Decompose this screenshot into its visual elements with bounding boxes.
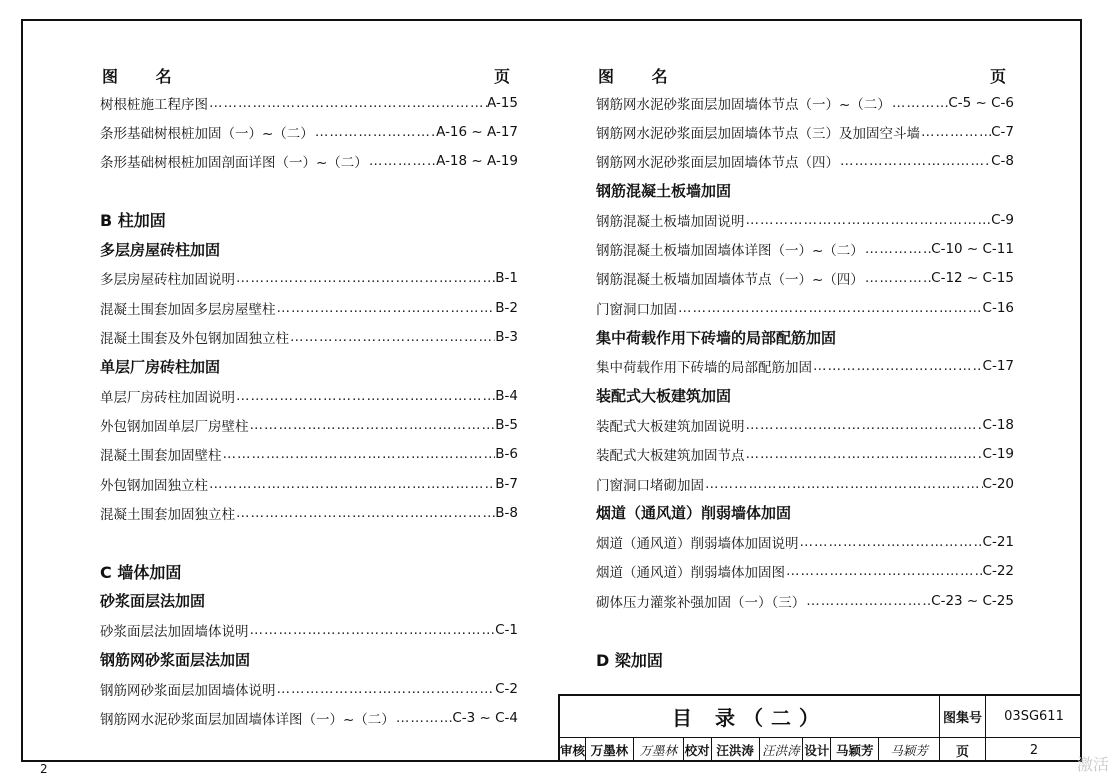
toc-left-column [100,56,518,733]
leader-dots [235,388,495,404]
toc-entry [596,410,1014,439]
toc-entry-page: C-3 ~ C-4 [452,709,518,726]
handwritten-signature: 万墨林 [634,738,684,762]
toc-spacer [596,615,1014,644]
toc-chapter-heading: C 墙体加固 [100,562,182,582]
signature-field: 设计 [803,738,831,762]
toc-entry [100,615,518,644]
leader-dots [785,563,983,579]
toc-entry-title: 树根桩施工程序图 [100,96,208,113]
toc-entry [596,293,1014,322]
toc-entry-title: 钢筋网砂浆面层加固墙体说明 [100,682,276,699]
toc-entry-title: 混凝土围套加固独立柱 [100,506,235,523]
toc-entry [596,586,1014,615]
toc-entry [596,557,1014,586]
leader-dots [864,270,931,286]
toc-entry [100,381,518,410]
leader-dots [368,153,436,169]
toc-entry [100,440,518,469]
toc-entry-title: 条形基础树根桩加固（一）~（二） [100,125,314,142]
header-title-label: 图 名 [598,67,684,86]
page-number: 2 [1029,742,1039,758]
leader-dots [745,446,983,462]
header-page-label: 页 [493,67,510,86]
toc-entry-page: C-7 [991,123,1014,140]
toc-entry-title: 混凝土围套加固壁柱 [100,448,222,465]
toc-entry-page: C-9 [991,211,1014,228]
toc-entry-page: B-2 [495,299,518,316]
toc-right-list [596,88,1014,674]
handwritten-signature: 汪洪涛 [760,738,804,762]
toc-spacer [100,527,518,556]
toc-entry-title: 门窗洞口堵砌加固 [596,477,704,494]
toc-entry [100,498,518,527]
toc-entry-title: 钢筋网水泥砂浆面层加固墙体节点（一）~（二） [596,96,891,113]
toc-entry-title: 钢筋混凝土板墙加固墙体详图（一）~（二） [596,243,864,260]
page-label: 页 [940,738,986,762]
leader-dots [805,593,931,609]
toc-entry-title: 条形基础树根桩加固剖面详图（一）~（二） [100,155,368,172]
leader-dots [235,270,495,286]
toc-entry-page: A-16 ~ A-17 [436,123,518,140]
leader-dots [208,476,495,492]
toc-entry [100,293,518,322]
sheet-page-number: 2 [40,762,48,776]
toc-entry-page: C-20 [982,475,1014,492]
leader-dots [222,446,496,462]
header-title-label: 图 名 [102,67,188,86]
toc-entry-title: 外包钢加固独立柱 [100,477,208,494]
toc-entry-page: B-8 [495,504,518,521]
leader-dots [891,95,949,111]
toc-entry [100,88,518,117]
toc-entry-page: C-18 [982,416,1014,433]
toc-entry-page: B-4 [495,387,518,404]
leader-dots [704,476,983,492]
toc-entry-page: C-21 [982,534,1014,551]
toc-entry [100,469,518,498]
toc-section-heading: 钢筋网砂浆面层法加固 [100,650,251,669]
signature-field: 审核 [560,738,586,762]
leader-dots [395,710,453,726]
toc-entry [100,264,518,293]
toc-entry-title: 单层厂房砖柱加固说明 [100,389,235,406]
toc-entry-page: C-5 ~ C-6 [948,94,1014,111]
toc-section-heading: 单层厂房砖柱加固 [100,357,221,376]
leader-dots [839,153,991,169]
leader-dots [745,417,983,433]
toc-entry-page: A-18 ~ A-19 [436,153,518,170]
toc-section-heading: 钢筋混凝土板墙加固 [596,182,732,201]
toc-entry [596,527,1014,556]
toc-entry [596,147,1014,176]
toc-right-column [596,56,1014,674]
signature-field: 万墨林 [586,738,634,762]
signature-row [560,738,940,762]
toc-entry-title: 混凝土围套及外包钢加固独立柱 [100,331,289,348]
atlas-label: 图集号 [940,696,986,738]
toc-entry-title: 外包钢加固单层厂房壁柱 [100,418,249,435]
toc-chapter-heading: B 柱加固 [100,211,166,231]
toc-entry-title: 砂浆面层法加固墙体说明 [100,623,249,640]
toc-entry-title: 多层房屋砖柱加固说明 [100,272,235,289]
toc-entry-title: 烟道（通风道）削弱墙体加固说明 [596,536,799,553]
leader-dots [289,329,495,345]
toc-entry-title: 装配式大板建筑加固说明 [596,418,745,435]
handwritten-signature: 马颖芳 [890,743,928,758]
signature-field: 校对 [684,738,712,762]
toc-entry [100,674,518,703]
toc-entry-page: C-22 [982,563,1014,580]
title-block-title: 目 录（二） [560,696,940,738]
toc-entry-page: A-15 [487,94,518,111]
watermark-text: 激活 [1076,755,1109,774]
toc-entry-page: C-1 [495,621,518,638]
toc-entry [100,117,518,146]
toc-entry-title: 集中荷载作用下砖墙的局部配筋加固 [596,360,812,377]
toc-section-heading: 集中荷载作用下砖墙的局部配筋加固 [596,328,837,347]
toc-entry-title: 装配式大板建筑加固节点 [596,448,745,465]
atlas-number: 03SG611 [986,696,1082,738]
leader-dots [677,300,983,316]
leader-dots [920,124,991,140]
toc-entry-page: C-23 ~ C-25 [931,592,1014,609]
signature-field: 马颖芳 [831,738,879,762]
leader-dots [745,212,992,228]
leader-dots [276,300,496,316]
leader-dots [276,681,496,697]
toc-entry-title: 钢筋混凝土板墙加固说明 [596,213,745,230]
toc-entry [596,352,1014,381]
leader-dots [249,417,496,433]
toc-entry-page: C-17 [982,358,1014,375]
toc-entry-title: 钢筋混凝土板墙加固墙体节点（一）~（四） [596,272,864,289]
toc-entry-title: 砌体压力灌浆补强加固（一）（三） [596,594,806,611]
toc-entry-title: 钢筋网水泥砂浆面层加固墙体详图（一）~（二） [100,711,395,728]
toc-entry [596,234,1014,263]
toc-entry-title: 烟道（通风道）削弱墙体加固图 [596,565,785,582]
toc-entry [100,410,518,439]
signature-field: 汪洪涛 [712,738,760,762]
toc-entry [596,264,1014,293]
toc-entry [596,205,1014,234]
toc-entry-page: C-10 ~ C-11 [931,241,1014,258]
toc-section-heading: 砂浆面层法加固 [100,592,206,611]
toc-section-heading: 多层房屋砖柱加固 [100,240,221,259]
toc-entry-title: 混凝土围套加固多层房屋壁柱 [100,301,276,318]
header-page-label: 页 [989,67,1006,86]
toc-entry-page: C-16 [982,299,1014,316]
leader-dots [812,358,983,374]
toc-entry [596,469,1014,498]
leader-dots [235,505,495,521]
toc-entry-page: B-1 [495,270,518,287]
toc-entry-page: C-8 [991,153,1014,170]
toc-entry [100,322,518,351]
toc-entry-page: B-7 [495,475,518,492]
column-header [596,56,1014,88]
toc-spacer [100,176,518,205]
column-header [100,56,518,88]
toc-left-list [100,88,518,733]
leader-dots [249,622,496,638]
toc-entry [596,88,1014,117]
toc-entry-page: C-19 [982,446,1014,463]
toc-entry-page: B-3 [495,329,518,346]
toc-section-heading: 装配式大板建筑加固 [596,387,732,406]
toc-entry-title: 钢筋网水泥砂浆面层加固墙体节点（四） [596,155,839,172]
toc-entry [596,117,1014,146]
toc-section-heading: 烟道（通风道）削弱墙体加固 [596,504,792,523]
leader-dots [799,534,983,550]
toc-entry-page: C-2 [495,680,518,697]
toc-entry [100,147,518,176]
leader-dots [208,95,487,111]
toc-entry-page: B-5 [495,416,518,433]
toc-entry [100,703,518,732]
toc-entry-title: 钢筋网水泥砂浆面层加固墙体节点（三）及加固空斗墙 [596,125,920,142]
title-block [558,694,1082,762]
toc-entry-title: 门窗洞口加固 [596,301,677,318]
leader-dots [864,241,931,257]
toc-chapter-heading: D 梁加固 [596,650,663,670]
toc-entry [596,440,1014,469]
toc-entry-page: B-6 [495,446,518,463]
toc-entry-page: C-12 ~ C-15 [931,270,1014,287]
leader-dots [314,124,436,140]
